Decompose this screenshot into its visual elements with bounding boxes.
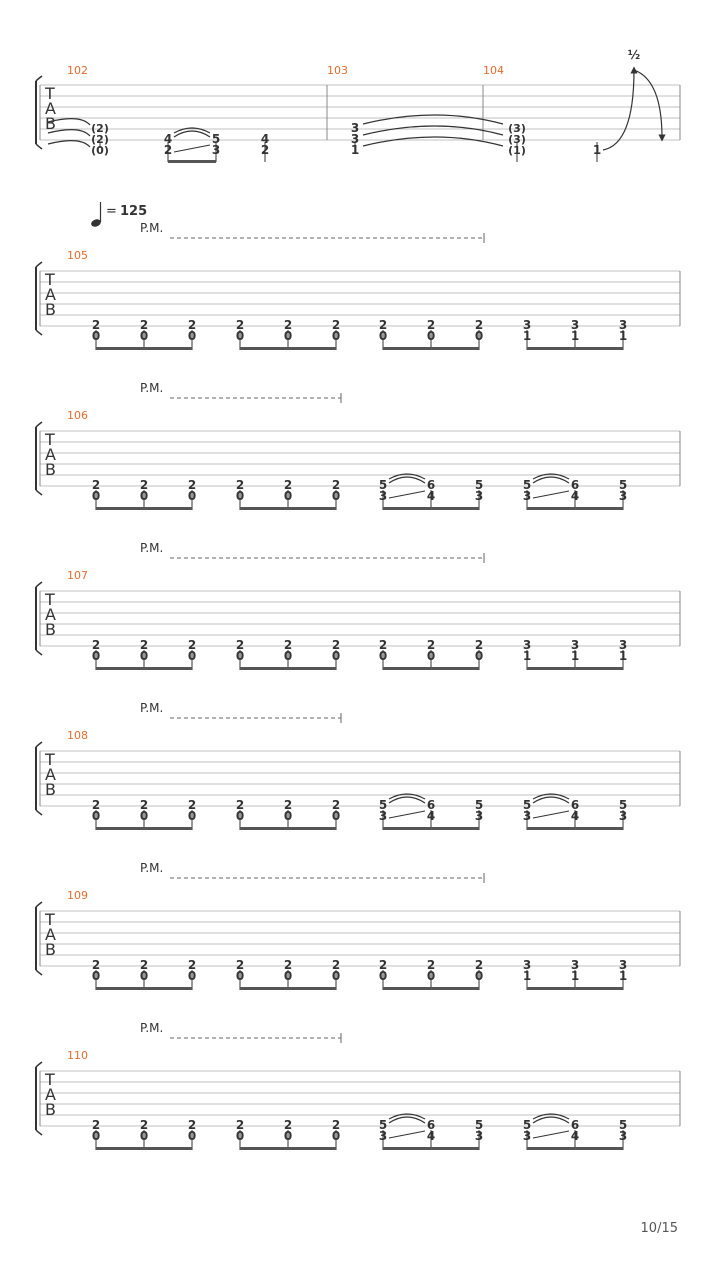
tie-arc — [363, 115, 503, 124]
slur-arc — [533, 477, 569, 483]
fret-number: 0 — [187, 969, 197, 983]
fret-number: 1 — [618, 329, 628, 343]
fret-number: 2 — [426, 318, 436, 332]
fret-number: 2 — [139, 318, 149, 332]
fret-number: 0 — [283, 649, 293, 663]
fret-number: 6 — [426, 1118, 436, 1132]
slide-line — [389, 491, 425, 498]
fret-number: 2 — [331, 958, 341, 972]
tab-clef-letter: A — [45, 605, 56, 624]
system-108 — [36, 701, 680, 830]
tab-clef-letter: A — [45, 1085, 56, 1104]
tab-clef-letter: B — [45, 114, 56, 133]
fret-number: 0 — [235, 809, 245, 823]
tempo-equals: = — [106, 204, 117, 219]
fret-number: 2 — [378, 318, 388, 332]
tab-clef-letter: A — [45, 445, 56, 464]
fret-number: 3 — [522, 638, 532, 652]
beam — [383, 987, 479, 990]
fret-number: (2) — [91, 122, 109, 135]
tempo-mark — [90, 202, 147, 228]
fret-number: (0) — [91, 144, 109, 157]
fret-number: 2 — [187, 798, 197, 812]
slur-arc — [389, 477, 425, 483]
fret-number: 3 — [570, 318, 580, 332]
fret-number: 0 — [187, 649, 197, 663]
measure-number: 110 — [67, 1049, 88, 1062]
beam — [168, 160, 216, 163]
tab-clef-letter: B — [45, 460, 56, 479]
system-107 — [36, 541, 680, 670]
system-110 — [36, 1021, 680, 1150]
fret-number: 2 — [331, 638, 341, 652]
system-106 — [36, 381, 680, 510]
measure-number: 108 — [67, 729, 88, 742]
fret-number: (3) — [508, 122, 526, 135]
bracket-cap — [36, 1062, 42, 1067]
fret-number: 5 — [522, 478, 532, 492]
bracket-cap — [36, 650, 42, 655]
fret-number: 2 — [187, 478, 197, 492]
fret-number: 2 — [187, 958, 197, 972]
beam — [383, 507, 479, 510]
beam — [527, 827, 623, 830]
fret-number: 3 — [618, 958, 628, 972]
fret-number: 5 — [378, 478, 388, 492]
fret-number: 3 — [522, 958, 532, 972]
slur-arc — [533, 1117, 569, 1123]
beam — [383, 1147, 479, 1150]
fret-number: 1 — [618, 969, 628, 983]
fret-number: 5 — [474, 798, 484, 812]
tab-clef-letter: T — [45, 84, 55, 103]
tab-clef-letter: B — [45, 300, 56, 319]
tab-clef-letter: A — [45, 99, 56, 118]
fret-number: 0 — [331, 649, 341, 663]
beam — [527, 347, 623, 350]
fret-number: 2 — [235, 638, 245, 652]
tempo-value: 125 — [120, 204, 148, 219]
bracket-cap — [36, 810, 42, 815]
fret-number: 0 — [91, 329, 101, 343]
fret-number: 2 — [283, 798, 293, 812]
tie-arc — [363, 126, 503, 135]
slur-arc — [174, 131, 210, 137]
tab-clef-letter: T — [45, 1070, 55, 1089]
measure-number: 105 — [67, 249, 88, 262]
fret-number: 3 — [211, 143, 221, 157]
fret-number: 2 — [187, 638, 197, 652]
fret-number: 0 — [139, 329, 149, 343]
fret-number: 4 — [260, 132, 270, 146]
beam — [527, 667, 623, 670]
fret-number: 2 — [378, 958, 388, 972]
fret-number: 5 — [522, 798, 532, 812]
fret-number: 6 — [570, 478, 580, 492]
fret-number: 6 — [426, 478, 436, 492]
fret-number: 2 — [283, 958, 293, 972]
fret-number: 2 — [91, 318, 101, 332]
fret-number: 2 — [139, 638, 149, 652]
fret-number: 0 — [235, 649, 245, 663]
fret-number: 4 — [426, 1129, 436, 1143]
fret-number: 4 — [570, 489, 580, 503]
fret-number: 3 — [474, 809, 484, 823]
bracket-cap — [36, 262, 42, 267]
measure-number: 103 — [327, 64, 348, 77]
beam — [96, 507, 192, 510]
beam — [240, 827, 336, 830]
fret-number: 2 — [474, 958, 484, 972]
bracket-cap — [36, 490, 42, 495]
fret-number: 0 — [91, 1129, 101, 1143]
fret-number: 2 — [283, 1118, 293, 1132]
beam — [240, 347, 336, 350]
slur-arc — [533, 797, 569, 803]
fret-number: 0 — [283, 969, 293, 983]
bracket-cap — [36, 742, 42, 747]
fret-number: 2 — [91, 1118, 101, 1132]
fret-number: 0 — [235, 1129, 245, 1143]
fret-number: 0 — [474, 649, 484, 663]
beam — [96, 987, 192, 990]
beam — [240, 507, 336, 510]
slide-line — [389, 1131, 425, 1138]
measure-number: 109 — [67, 889, 88, 902]
fret-number: 1 — [592, 143, 602, 157]
palm-mute-label: P.M. — [140, 1021, 164, 1035]
fret-number: 0 — [378, 969, 388, 983]
fret-number: 3 — [474, 1129, 484, 1143]
fret-number: 0 — [426, 329, 436, 343]
beam — [383, 827, 479, 830]
fret-number: 0 — [139, 489, 149, 503]
fret-number: 2 — [331, 798, 341, 812]
fret-number: 2 — [91, 798, 101, 812]
fret-number: (3) — [508, 133, 526, 146]
fret-number: 0 — [187, 1129, 197, 1143]
page-number: 10/15 — [640, 1221, 678, 1236]
tab-clef-letter: B — [45, 940, 56, 959]
beam — [240, 987, 336, 990]
fret-number: 3 — [618, 809, 628, 823]
fret-number: 5 — [378, 798, 388, 812]
bend-release — [634, 70, 662, 138]
fret-number: 2 — [260, 143, 270, 157]
fret-number: 0 — [187, 489, 197, 503]
fret-number: 5 — [618, 1118, 628, 1132]
fret-number: 2 — [187, 1118, 197, 1132]
bracket-cap — [36, 422, 42, 427]
fret-number: 0 — [426, 969, 436, 983]
fret-number: 3 — [378, 809, 388, 823]
fret-number: 3 — [570, 958, 580, 972]
fret-number: 0 — [283, 1129, 293, 1143]
bend-amount: ½ — [627, 48, 641, 62]
fret-number: 3 — [618, 1129, 628, 1143]
fret-number: 2 — [283, 318, 293, 332]
fret-number: 1 — [350, 143, 360, 157]
fret-number: 5 — [618, 478, 628, 492]
fret-number: 0 — [235, 969, 245, 983]
palm-mute-label: P.M. — [140, 701, 164, 715]
fret-number: 3 — [474, 489, 484, 503]
bracket-cap — [36, 1130, 42, 1135]
tab-clef-letter: B — [45, 620, 56, 639]
tab-clef-letter: A — [45, 285, 56, 304]
fret-number: 4 — [570, 809, 580, 823]
fret-number: 2 — [474, 318, 484, 332]
fret-number: 0 — [331, 1129, 341, 1143]
fret-number: 1 — [570, 649, 580, 663]
fret-number: 2 — [331, 478, 341, 492]
slide-line — [533, 491, 569, 498]
fret-number: 0 — [235, 329, 245, 343]
fret-number: 0 — [283, 329, 293, 343]
tab-clef-letter: T — [45, 750, 55, 769]
fret-number: 3 — [522, 809, 532, 823]
bend-up — [603, 70, 634, 150]
fret-number: 3 — [618, 638, 628, 652]
slide-line — [533, 1131, 569, 1138]
fret-number: 5 — [522, 1118, 532, 1132]
fret-number: 5 — [211, 132, 221, 146]
bracket-cap — [36, 582, 42, 587]
fret-number: (2) — [91, 133, 109, 146]
fret-number: 0 — [426, 649, 436, 663]
tab-clef-letter: B — [45, 1100, 56, 1119]
fret-number: 0 — [139, 1129, 149, 1143]
tab-clef-letter: T — [45, 590, 55, 609]
fret-number: 6 — [570, 1118, 580, 1132]
beam — [527, 507, 623, 510]
beam — [383, 347, 479, 350]
fret-number: 2 — [139, 1118, 149, 1132]
fret-number: 2 — [139, 798, 149, 812]
fret-number: 3 — [570, 638, 580, 652]
beam — [527, 1147, 623, 1150]
tab-clef-letter: T — [45, 430, 55, 449]
tab-clef-letter: B — [45, 780, 56, 799]
system-102 — [36, 48, 680, 163]
fret-number: 2 — [163, 143, 173, 157]
fret-number: 0 — [91, 809, 101, 823]
palm-mute-label: P.M. — [140, 861, 164, 875]
fret-number: 1 — [522, 969, 532, 983]
fret-number: 1 — [570, 969, 580, 983]
fret-number: 0 — [139, 809, 149, 823]
tab-clef-letter: A — [45, 765, 56, 784]
beam — [96, 667, 192, 670]
fret-number: 2 — [426, 638, 436, 652]
fret-number: 0 — [378, 329, 388, 343]
fret-number: 0 — [283, 489, 293, 503]
fret-number: 1 — [570, 329, 580, 343]
fret-number: 0 — [91, 649, 101, 663]
fret-number: 2 — [235, 1118, 245, 1132]
fret-number: 0 — [91, 489, 101, 503]
tab-clef-letter: T — [45, 910, 55, 929]
palm-mute-label: P.M. — [140, 381, 164, 395]
fret-number: 2 — [235, 318, 245, 332]
fret-number: 2 — [235, 798, 245, 812]
fret-number: 4 — [163, 132, 173, 146]
slur-arc — [389, 1117, 425, 1123]
beam — [240, 667, 336, 670]
fret-number: 0 — [331, 969, 341, 983]
fret-number: 2 — [283, 478, 293, 492]
tie-arc — [363, 137, 503, 146]
fret-number: 0 — [331, 489, 341, 503]
fret-number: 3 — [618, 318, 628, 332]
fret-number: 3 — [378, 489, 388, 503]
fret-number: 3 — [378, 1129, 388, 1143]
system-105 — [36, 221, 680, 350]
fret-number: 3 — [350, 132, 360, 146]
slide-line — [533, 811, 569, 818]
fret-number: 2 — [91, 638, 101, 652]
fret-number: 2 — [235, 478, 245, 492]
fret-number: 5 — [474, 1118, 484, 1132]
systems-layer — [36, 48, 680, 1150]
fret-number: 3 — [522, 489, 532, 503]
fret-number: 0 — [283, 809, 293, 823]
beam — [96, 827, 192, 830]
fret-number: 0 — [139, 649, 149, 663]
slur-arc — [389, 797, 425, 803]
fret-number: 1 — [522, 329, 532, 343]
palm-mute-label: P.M. — [140, 541, 164, 555]
beam — [96, 347, 192, 350]
system-109 — [36, 861, 680, 990]
fret-number: 0 — [474, 329, 484, 343]
fret-number: 0 — [187, 809, 197, 823]
fret-number: 3 — [522, 1129, 532, 1143]
fret-number: 2 — [91, 958, 101, 972]
fret-number: 5 — [618, 798, 628, 812]
fret-number: 1 — [618, 649, 628, 663]
measure-number: 106 — [67, 409, 88, 422]
fret-number: 5 — [474, 478, 484, 492]
fret-number: 2 — [235, 958, 245, 972]
fret-number: 5 — [378, 1118, 388, 1132]
fret-number: 4 — [426, 809, 436, 823]
fret-number: 2 — [331, 1118, 341, 1132]
bracket-cap — [36, 902, 42, 907]
fret-number: 2 — [139, 478, 149, 492]
fret-number: 6 — [570, 798, 580, 812]
fret-number: 2 — [378, 638, 388, 652]
slide-line — [389, 811, 425, 818]
palm-mute-label: P.M. — [140, 221, 164, 235]
fret-number: 2 — [426, 958, 436, 972]
fret-number: 4 — [426, 489, 436, 503]
fret-number: 3 — [350, 121, 360, 135]
fret-number: 0 — [378, 649, 388, 663]
fret-number: 0 — [474, 969, 484, 983]
fret-number: (1) — [508, 144, 526, 157]
fret-number: 2 — [187, 318, 197, 332]
bracket-cap — [36, 970, 42, 975]
fret-number: 2 — [91, 478, 101, 492]
fret-number: 0 — [331, 329, 341, 343]
fret-number: 2 — [139, 958, 149, 972]
fret-number: 0 — [139, 969, 149, 983]
beam — [383, 667, 479, 670]
tab-clef-letter: T — [45, 270, 55, 289]
fret-number: 1 — [522, 649, 532, 663]
measure-number: 102 — [67, 64, 88, 77]
fret-number: 3 — [522, 318, 532, 332]
fret-number: 4 — [570, 1129, 580, 1143]
tab-clef-letter: A — [45, 925, 56, 944]
fret-number: 2 — [474, 638, 484, 652]
measure-number: 107 — [67, 569, 88, 582]
fret-number: 6 — [426, 798, 436, 812]
tie-arc — [48, 141, 90, 147]
fret-number: 2 — [283, 638, 293, 652]
bracket-cap — [36, 144, 42, 149]
slide-line — [174, 145, 210, 152]
fret-number: 0 — [91, 969, 101, 983]
measure-number: 104 — [483, 64, 504, 77]
beam — [96, 1147, 192, 1150]
fret-number: 2 — [331, 318, 341, 332]
bracket-cap — [36, 76, 42, 81]
fret-number: 0 — [187, 329, 197, 343]
fret-number: 0 — [331, 809, 341, 823]
fret-number: 0 — [235, 489, 245, 503]
beam — [240, 1147, 336, 1150]
beam — [527, 987, 623, 990]
bracket-cap — [36, 330, 42, 335]
fret-number: 3 — [618, 489, 628, 503]
